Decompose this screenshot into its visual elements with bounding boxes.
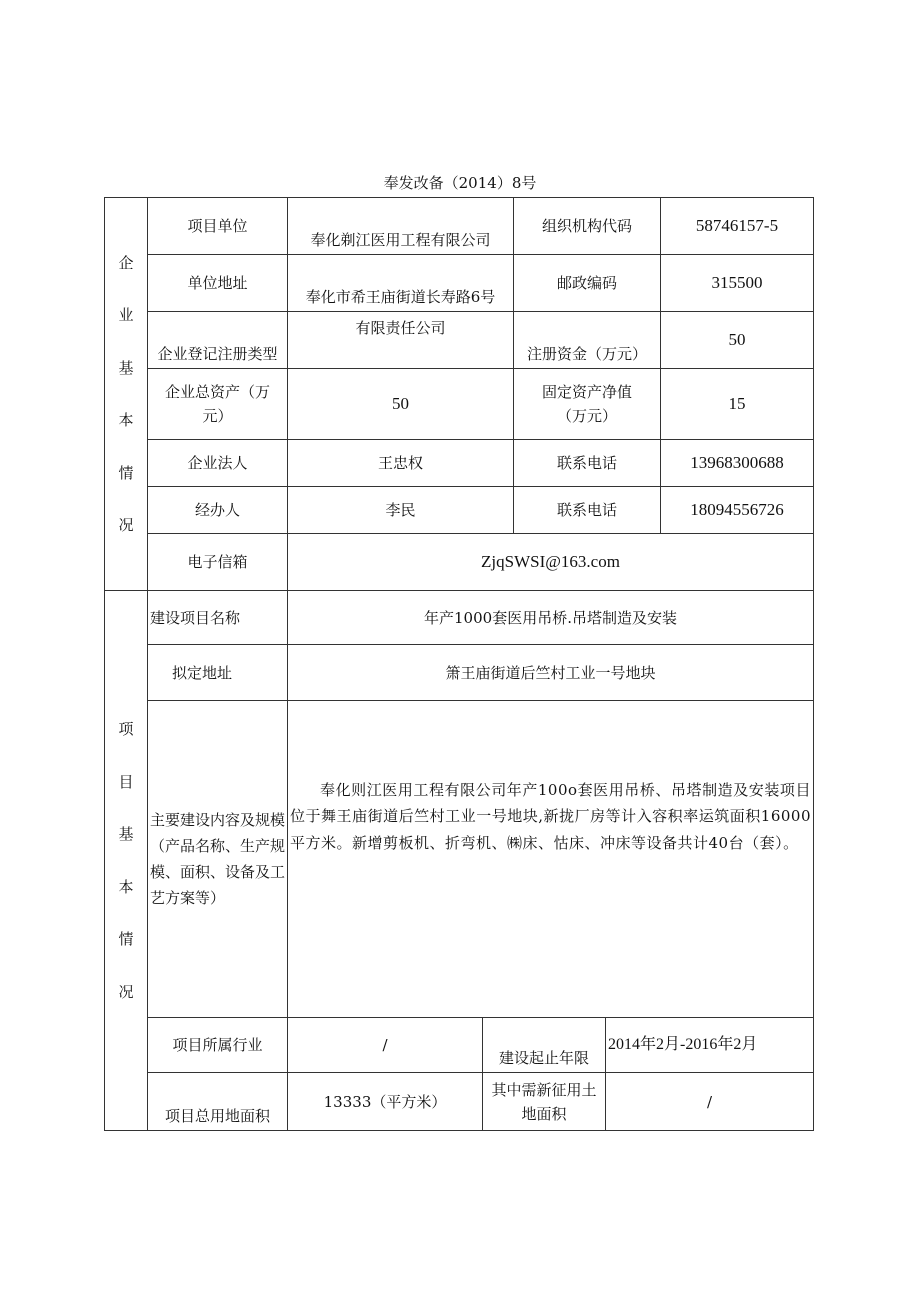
label-address: 单位地址: [147, 254, 288, 312]
value-phone-2: 18094556726: [660, 486, 814, 534]
value-project-unit: 奉化剃江医用工程有限公司: [287, 197, 514, 255]
label-postcode: 邮政编码: [513, 254, 661, 312]
label-project-unit: 项目单位: [147, 197, 288, 255]
label-org-code: 组织机构代码: [513, 197, 661, 255]
document-number: 奉发改备（2014）8号: [383, 174, 537, 192]
label-reg-type: 企业登记注册类型: [147, 311, 288, 369]
label-site: 拟定地址: [147, 644, 288, 701]
value-org-code: 58746157-5: [660, 197, 814, 255]
value-postcode: 315500: [660, 254, 814, 312]
label-content: 主要建设内容及规模（产品名称、生产规模、面积、设备及工艺方案等）: [147, 700, 288, 1018]
value-industry: /: [287, 1017, 483, 1073]
value-fixed-assets: 15: [660, 368, 814, 440]
value-new-land: /: [605, 1072, 814, 1131]
label-reg-capital: 注册资金（万元）: [513, 311, 661, 369]
value-reg-capital: 50: [660, 311, 814, 369]
label-phone-2: 联系电话: [513, 486, 661, 534]
label-project-name: 建设项目名称: [147, 590, 288, 645]
label-phone-1: 联系电话: [513, 439, 661, 487]
label-period: 建设起止年限: [482, 1017, 606, 1073]
section-enterprise-label: 企业基本情况: [104, 197, 148, 591]
value-legal-person: 王忠权: [287, 439, 514, 487]
value-total-area: 13333（平方米）: [287, 1072, 483, 1131]
value-reg-type: 有限责任公司: [287, 311, 514, 369]
section-project-label: 项目基本情况: [104, 590, 148, 1131]
label-fixed-assets: 固定资产净值（万元）: [513, 368, 661, 440]
label-new-land: 其中需新征用土地面积: [482, 1072, 606, 1131]
value-phone-1: 13968300688: [660, 439, 814, 487]
value-site: 箫王庙街道后竺村工业一号地块: [287, 644, 814, 701]
value-period: 2014年2月-2016年2月: [605, 1017, 814, 1073]
value-total-assets: 50: [287, 368, 514, 440]
label-legal-person: 企业法人: [147, 439, 288, 487]
label-email: 电子信箱: [147, 533, 288, 591]
value-handler: 李民: [287, 486, 514, 534]
label-industry: 项目所属行业: [147, 1017, 288, 1073]
value-address: 奉化市希王庙街道长寿路6号: [287, 254, 514, 312]
label-total-assets: 企业总资产（万元）: [147, 368, 288, 440]
label-handler: 经办人: [147, 486, 288, 534]
value-content: 奉化则江医用工程有限公司年产100o套医用吊桥、吊塔制造及安装项目位于舞王庙街道后竺村工业一号地块,新拢厂房等计入容积率运筑面积16000平方米。新增剪板机、折弯机、㈱床、怙床、冲床等设备共计40台（套）。: [287, 700, 814, 1018]
label-total-area: 项目总用地面积: [147, 1072, 288, 1131]
value-project-name: 年产1000套医用吊桥.吊塔制造及安装: [287, 590, 814, 645]
value-email: ZjqSWSI@163.com: [287, 533, 814, 591]
